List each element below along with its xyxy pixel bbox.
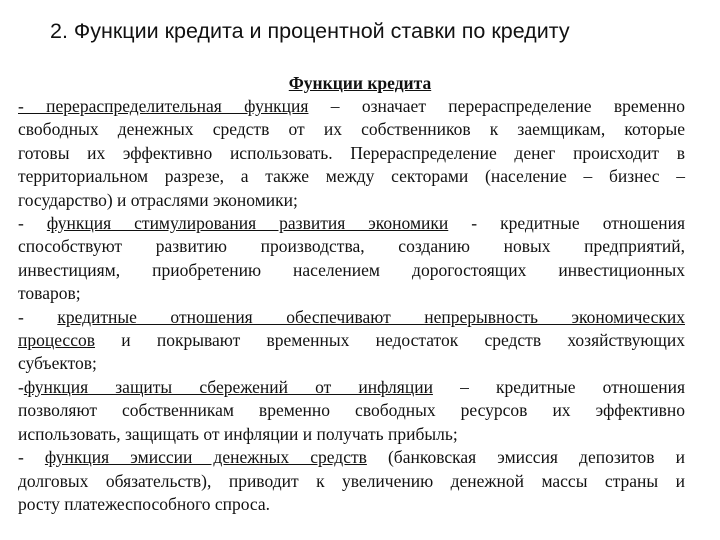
text-segment: территориальном разрезе, а также между секторами (население – бизнес – (18, 166, 685, 187)
text-segment: (банковская эмиссия депозитов и (366, 447, 685, 468)
underlined-term: функция стимулирования развития экономики (46, 213, 449, 234)
text-line (18, 235, 685, 258)
text-line (18, 423, 685, 446)
text-segment: способствуют развитию производства, созданию новых предприятий, (18, 236, 685, 257)
underlined-term: функция эмиссии денежных средств (44, 447, 367, 468)
text-line (18, 282, 685, 305)
text-segment: – означает перераспределение временно (308, 96, 685, 116)
text-line (18, 95, 685, 118)
text-segment: субъектов; (18, 353, 97, 374)
text-segment: готовы их эффективно использовать. Перераспределение денег происходит в (18, 142, 685, 163)
text-line (18, 399, 685, 422)
text-segment: свободных денежных средств от их собственников к заемщикам, которые (18, 119, 685, 140)
text-line (18, 352, 685, 375)
slide-title: 2. Функции кредита и процентной ставки по кредиту (50, 19, 570, 43)
text-segment: - (18, 447, 45, 468)
underlined-term: функция защиты сбережений от инфляции (23, 376, 433, 397)
text-line (18, 470, 685, 493)
text-segment: росту платежеспособного спроса. (18, 493, 271, 514)
text-segment: государство) и отраслями экономики; (18, 189, 298, 210)
text-segment: - кредитные отношения (448, 213, 686, 234)
text-segment: - (18, 213, 47, 234)
text-segment: товаров; (18, 283, 81, 304)
text-line (18, 212, 685, 235)
credit-functions-text (18, 95, 685, 516)
text-line (18, 142, 685, 165)
text-line (18, 376, 685, 399)
text-line (18, 329, 685, 352)
text-segment: инвестициям, приобретению населением дорогостоящих инвестиционных (18, 259, 685, 280)
text-line (18, 118, 685, 141)
text-segment: и покрывают временных недостаток средств хозяйствующих (94, 330, 685, 351)
text-line (18, 259, 685, 282)
underlined-term: кредитные отношения обеспечивают непрерывность экономических (57, 306, 685, 327)
text-segment: – кредитные отношения (432, 376, 685, 397)
section-subtitle: Функции кредита (288, 73, 432, 93)
underlined-term: - перераспределительная функция (18, 96, 309, 116)
underlined-term: процессов (18, 330, 95, 351)
text-line (18, 493, 685, 516)
text-line (18, 189, 685, 212)
function-item (18, 95, 685, 212)
text-line (18, 446, 685, 469)
text-line (18, 306, 685, 329)
text-segment: позволяют собственникам временно свободных ресурсов их эффективно (18, 400, 685, 421)
function-item (18, 306, 685, 376)
function-item (18, 446, 685, 516)
text-segment: долговых обязательств), приводит к увеличению денежной массы страны и (18, 470, 685, 491)
function-item (18, 212, 685, 306)
text-segment: - (18, 306, 58, 327)
text-segment: - (18, 376, 24, 397)
text-segment: использовать, защищать от инфляции и получать прибыль; (18, 423, 458, 444)
function-item (18, 376, 685, 446)
text-line (18, 165, 685, 188)
